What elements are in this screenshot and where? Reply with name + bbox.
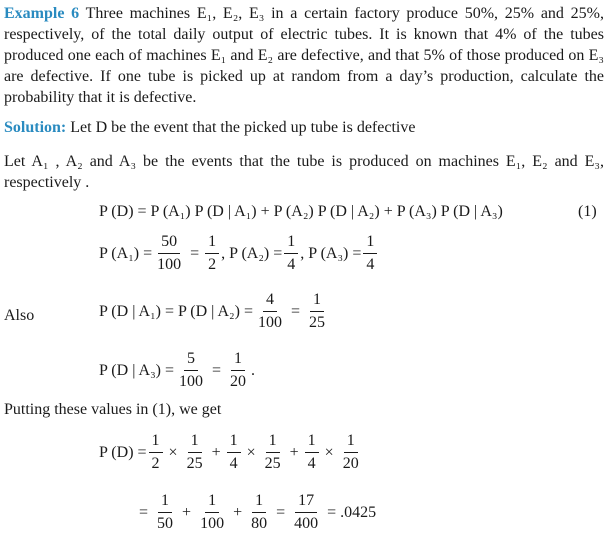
fraction (205, 233, 219, 274)
conditional-label: P (D | A₁) = P (D | A₂) = (99, 302, 253, 320)
numerator: 1 (284, 233, 298, 254)
equation-substitution (99, 432, 364, 473)
also-label: Also (4, 307, 35, 324)
fraction (305, 432, 319, 473)
denominator: 4 (366, 256, 375, 273)
equation-defect-a3 (99, 350, 255, 391)
plus-sign: + (233, 503, 243, 521)
equation-number: (1) (578, 203, 597, 220)
denominator: 100 (257, 314, 282, 331)
numerator: 4 (263, 291, 277, 312)
numerator: 5 (184, 350, 198, 371)
let-paragraph: Let A₁ , A₂ and A₃ be the events that the tube is produced on machines E₁, E₂ and E₃, respectively . (4, 153, 604, 191)
denominator: 4 (229, 455, 238, 472)
equals-sign: = (139, 503, 149, 521)
denominator: 25 (264, 455, 281, 472)
times-sign: × (246, 443, 256, 461)
fraction (227, 350, 249, 391)
denominator: 20 (230, 373, 247, 390)
prior-a3-label: , P (A₃) = (300, 244, 362, 262)
fraction (248, 492, 270, 533)
times-sign: × (324, 443, 334, 461)
fraction (184, 432, 206, 473)
equation-prior-probabilities (99, 233, 379, 274)
prior-a1-label: P (A₁) = (99, 244, 153, 262)
fraction (291, 492, 321, 533)
times-sign: × (168, 443, 178, 461)
fraction (255, 291, 285, 332)
denominator: 25 (186, 455, 203, 472)
equals-sign: = (190, 244, 200, 262)
fraction (154, 233, 184, 274)
plus-sign: + (182, 503, 192, 521)
denominator: 4 (307, 455, 316, 472)
prior-a2-label: , P (A₂) = (221, 244, 283, 262)
numerator: 1 (310, 291, 324, 312)
equals-sign: = (276, 503, 286, 521)
numerator: 1 (344, 432, 358, 453)
denominator: 80 (251, 515, 268, 532)
solution-label: Solution: (4, 119, 67, 136)
fraction (197, 492, 227, 533)
numerator: 1 (363, 233, 377, 254)
fraction (306, 291, 328, 332)
denominator: 25 (309, 314, 326, 331)
denominator: 100 (179, 373, 203, 390)
putting-line: Putting these values in (1), we get (4, 401, 222, 418)
solution-text: Let D be the event that the picked up tube is defective (70, 119, 416, 136)
fraction (262, 432, 284, 473)
fraction (340, 432, 362, 473)
denominator: 2 (151, 455, 160, 472)
numerator: 1 (266, 432, 280, 453)
numerator: 1 (205, 233, 219, 254)
fraction (363, 233, 377, 274)
numerator: 1 (305, 432, 319, 453)
final-result: = .0425 (327, 503, 377, 521)
example-text: Three machines E₁, E₂, E₃ in a certain factory produce 50%, 25% and 25%, respectively, of the total daily output of electric tubes. It is known that 4% of the tubes produced one each of machines E₁ and E₂ are defective, and that 5% of those produced on E₃ are defective. If one tube is picked up at random from a day’s production, calculate the probability that it is defective. (4, 5, 604, 106)
numerator: 50 (158, 233, 180, 254)
denominator: 2 (208, 256, 217, 273)
equation-defect-a1-a2 (99, 291, 330, 332)
numerator: 1 (188, 432, 202, 453)
denominator: 50 (157, 515, 174, 532)
equals-sign: = (212, 361, 222, 379)
denominator: 400 (294, 515, 319, 532)
numerator: 1 (158, 492, 172, 513)
fraction (154, 492, 176, 533)
numerator: 17 (295, 492, 317, 513)
example-label: Example 6 (4, 5, 80, 22)
numerator: 1 (227, 432, 241, 453)
equation-result (135, 492, 380, 533)
fraction (284, 233, 298, 274)
fraction (227, 432, 241, 473)
fraction (149, 432, 163, 473)
pd-label: P (D) = (99, 443, 147, 461)
conditional-label: P (D | A₃) = (99, 361, 174, 379)
plus-sign: + (289, 443, 299, 461)
equals-sign: = (290, 302, 301, 320)
denominator: 4 (287, 256, 296, 273)
period: . (251, 361, 256, 379)
denominator: 100 (157, 256, 182, 273)
numerator: 1 (205, 492, 219, 513)
denominator: 20 (342, 455, 359, 472)
equation-total-probability: P (D) = P (A₁) P (D | A₁) + P (A₂) P (D | A₂) + P (A₃) P (D | A₃) (99, 203, 503, 220)
example-paragraph (4, 3, 604, 108)
denominator: 100 (200, 515, 225, 532)
numerator: 1 (252, 492, 266, 513)
fraction (176, 350, 206, 391)
numerator: 1 (149, 432, 163, 453)
solution-line (4, 119, 415, 137)
plus-sign: + (211, 443, 221, 461)
numerator: 1 (231, 350, 245, 371)
